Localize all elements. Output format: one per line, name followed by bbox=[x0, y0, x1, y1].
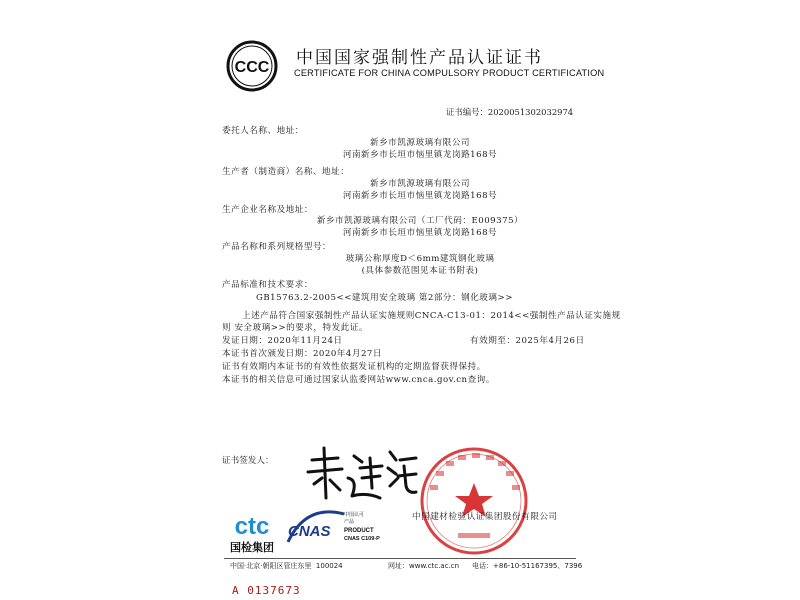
first-issue-date: 本证书首次颁发日期：2020年4月27日 bbox=[222, 349, 382, 359]
manufacturer-label: 生产者（制造商）名称、地址： bbox=[222, 167, 350, 177]
expiry-date-value: 2025年4月26日 bbox=[515, 336, 585, 346]
svg-text:中国认可: 中国认可 bbox=[344, 512, 365, 518]
applicant-label: 委托人名称、地址： bbox=[222, 126, 304, 136]
footer-address-text: 中国·北京·朝阳区管庄东里 bbox=[230, 562, 312, 570]
factory-label: 生产企业名称及地址： bbox=[222, 205, 313, 215]
standard-label: 产品标准和技术要求： bbox=[222, 280, 313, 290]
issue-date-value: 2020年11月24日 bbox=[267, 336, 343, 346]
cnas-logo bbox=[286, 504, 386, 552]
svg-text:CNAS: CNAS bbox=[288, 523, 331, 540]
signature bbox=[300, 438, 420, 508]
applicant-address: 河南新乡市长垣市恼里镇龙岗路168号 bbox=[342, 150, 498, 160]
manufacturer-name: 新乡市凯源玻璃有限公司 bbox=[369, 179, 471, 189]
svg-text:国检集团: 国检集团 bbox=[230, 541, 274, 554]
svg-text:CCC: CCC bbox=[234, 59, 270, 76]
certificate-title-cn: 中国国家强制性产品认证证书 bbox=[296, 48, 543, 68]
ccc-logo bbox=[226, 40, 278, 92]
serial-number: A 0137673 bbox=[232, 584, 301, 597]
svg-text:ctc: ctc bbox=[234, 513, 270, 540]
issuing-organization: 中国建材检验认证集团股份有限公司 bbox=[412, 512, 558, 522]
official-seal bbox=[418, 445, 530, 557]
signatory-label: 证书签发人： bbox=[222, 456, 274, 466]
product-label: 产品名称和系列规格型号： bbox=[222, 242, 332, 252]
certificate-title-en: CERTIFICATE FOR CHINA COMPULSORY PRODUCT CERTIFICATION bbox=[294, 68, 605, 78]
svg-text:产品: 产品 bbox=[344, 519, 355, 525]
statement-line2: 则 安全玻璃>>的要求，特发此证。 bbox=[222, 323, 368, 333]
footer-address bbox=[230, 561, 343, 571]
factory-address: 河南新乡市长垣市恼里镇龙岗路168号 bbox=[342, 228, 498, 238]
cert-number bbox=[446, 106, 573, 118]
footer-divider bbox=[224, 558, 576, 559]
issue-date bbox=[222, 334, 343, 346]
validity-note: 证书有效期内本证书的有效性依据发证机构的定期监督获得保持。 bbox=[222, 362, 486, 372]
product-name: 玻璃公称厚度D＜6mm建筑钢化玻璃 bbox=[345, 254, 495, 264]
statement-line1: 上述产品符合国家强制性产品认证实施规则CNCA-C13-01：2014<<强制性产品认证实施规 bbox=[242, 311, 621, 321]
product-note: (具体参数范围见本证书附表) bbox=[361, 266, 479, 276]
expiry-date bbox=[470, 334, 585, 346]
manufacturer-address: 河南新乡市长垣市恼里镇龙岗路168号 bbox=[342, 191, 498, 201]
footer-postcode: 100024 bbox=[315, 562, 343, 570]
website-note: 本证书的相关信息可通过国家认监委网站www.cnca.gov.cn查询。 bbox=[222, 375, 495, 385]
svg-text:PRODUCT: PRODUCT bbox=[344, 528, 374, 534]
footer-phone: 电话：+86-10-51167395、7396 bbox=[472, 562, 583, 570]
cert-number-label: 证书编号： bbox=[446, 107, 488, 117]
issue-date-label: 发证日期： bbox=[222, 336, 268, 346]
standard-value: GB15763.2-2005<<建筑用安全玻璃 第2部分：钢化玻璃>> bbox=[256, 293, 513, 303]
cert-number-value: 2020051302032974 bbox=[487, 107, 574, 117]
ctc-logo bbox=[224, 508, 280, 556]
svg-text:CNAS C109-P: CNAS C109-P bbox=[344, 536, 380, 542]
applicant-name: 新乡市凯源玻璃有限公司 bbox=[369, 138, 471, 148]
factory-name: 新乡市凯源玻璃有限公司（工厂代码：E009375） bbox=[316, 216, 524, 226]
footer-website: 网址：www.ctc.ac.cn bbox=[388, 562, 460, 570]
expiry-date-label: 有效期至： bbox=[470, 336, 516, 346]
